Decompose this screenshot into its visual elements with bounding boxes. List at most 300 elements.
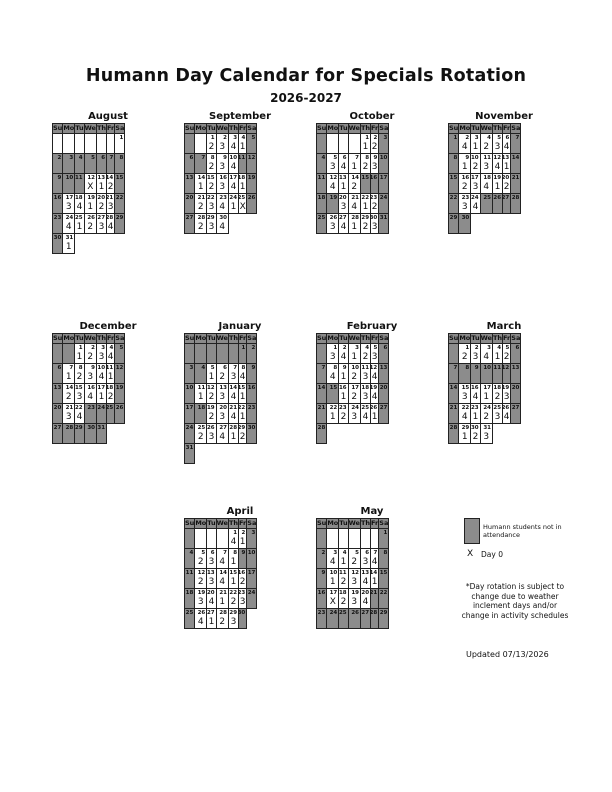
day-number: 20 [338, 195, 347, 201]
no-school-day [247, 174, 257, 194]
day-number: 7 [233, 365, 238, 371]
day-number: 18 [493, 385, 502, 391]
day-number: 27 [53, 425, 62, 431]
day-number: 9 [57, 175, 62, 181]
day-number: 29 [361, 215, 370, 221]
weekday-header: Mo [327, 334, 339, 342]
day-number: 14 [105, 175, 114, 181]
rotation-day: 1 [340, 372, 347, 382]
month-table [184, 333, 257, 464]
rotation-day: 1 [230, 577, 237, 587]
day-number: 22 [379, 590, 388, 596]
no-school-day [379, 384, 389, 404]
rotation-day: 3 [76, 392, 83, 402]
day-number: 21 [317, 405, 326, 411]
day-number: 13 [185, 175, 194, 181]
day-number: 4 [497, 345, 502, 351]
day-number: 28 [197, 215, 206, 221]
empty-cell [317, 134, 327, 154]
day-number: 2 [321, 550, 326, 556]
day-number: 17 [185, 405, 194, 411]
day-number: 1 [210, 135, 215, 141]
day-number: 5 [119, 345, 124, 351]
school-day [107, 174, 115, 194]
day-number: 13 [53, 385, 62, 391]
rotation-day: 1 [107, 372, 114, 382]
day-number: 10 [229, 155, 238, 161]
no-school-day [75, 174, 84, 194]
school-day [339, 154, 348, 174]
no-school-day [53, 154, 63, 174]
month-table [184, 123, 257, 234]
weekday-header: Su [185, 124, 195, 132]
no-school-day [247, 134, 257, 154]
day-number: 30 [53, 235, 62, 241]
day-number: 29 [206, 215, 215, 221]
rotation-day: 2 [340, 577, 347, 587]
weekday-header: We [84, 124, 96, 132]
weekday-header: Th [228, 519, 239, 527]
day-number: 20 [206, 590, 215, 596]
no-school-day [96, 424, 106, 444]
weekday-header: Su [317, 124, 327, 132]
weekday-header: Tu [207, 334, 216, 342]
day-number: 30 [219, 215, 227, 221]
school-day [348, 194, 360, 214]
day-number: 19 [197, 590, 206, 596]
day-number: 16 [53, 195, 62, 201]
day-number: 4 [241, 135, 246, 141]
school-day [348, 174, 360, 194]
school-day [207, 589, 216, 609]
rotation-day: 2 [239, 577, 246, 587]
no-school-day [459, 364, 471, 384]
rotation-day: 2 [87, 352, 94, 362]
school-day [371, 134, 379, 154]
rotation-day: 1 [65, 372, 72, 382]
school-day [239, 404, 247, 424]
rotation-day: 2 [461, 182, 468, 192]
day-number: 5 [210, 365, 215, 371]
rotation-day: 3 [219, 412, 226, 422]
no-school-day [480, 364, 492, 384]
rotation-day: 1 [472, 412, 479, 422]
day-number: 8 [453, 155, 458, 161]
day-number: 21 [229, 405, 238, 411]
school-day [207, 174, 216, 194]
day-number: 25 [338, 610, 347, 616]
empty-cell [216, 529, 228, 549]
empty-cell [195, 134, 207, 154]
school-day [327, 154, 339, 174]
day-number: 3 [189, 365, 194, 371]
school-day [107, 384, 115, 404]
no-school-day [327, 609, 339, 629]
day-number: 7 [201, 155, 206, 161]
day-number: 12 [329, 175, 338, 181]
day-number: 15 [449, 175, 458, 181]
school-day [107, 214, 115, 234]
rotation-day: 3 [362, 372, 369, 382]
rotation-day: 2 [362, 162, 369, 172]
empty-cell [195, 344, 207, 364]
rotation-day: 2 [197, 222, 204, 232]
day-number: 25 [483, 195, 491, 201]
day-number: 21 [351, 195, 359, 201]
day-number: 13 [219, 385, 227, 391]
no-school-day [185, 174, 195, 194]
day-number: 5 [355, 550, 359, 556]
rotation-day: 1 [371, 412, 378, 422]
no-school-day [107, 154, 115, 174]
school-day [207, 569, 216, 589]
school-day [471, 134, 480, 154]
day-number: 20 [501, 175, 510, 181]
rotation-day: 4 [219, 202, 226, 212]
weekday-header: Mo [63, 124, 75, 132]
empty-cell [371, 529, 379, 549]
no-school-day [379, 609, 389, 629]
day-number: 12 [206, 385, 215, 391]
day-number: 5 [251, 135, 256, 141]
no-school-day [317, 214, 327, 234]
no-school-day [53, 234, 63, 254]
day-number: 7 [321, 365, 326, 371]
school-day [216, 424, 228, 444]
day-number: 2 [342, 345, 347, 351]
no-school-day [449, 404, 459, 424]
empty-cell [107, 134, 115, 154]
empty-cell [96, 134, 106, 154]
rotation-day: 4 [219, 577, 226, 587]
rotation-day: 2 [472, 162, 479, 172]
day-number: 31 [379, 215, 388, 221]
school-day [84, 384, 96, 404]
weekday-header: Th [96, 124, 107, 132]
day-number: 12 [501, 365, 510, 371]
school-day [339, 344, 348, 364]
rotation-day: 4 [340, 162, 347, 172]
rotation-day: 2 [208, 412, 215, 422]
school-day [228, 549, 238, 569]
weekday-header: Tu [339, 124, 348, 132]
day-number: 24 [351, 405, 359, 411]
school-day [459, 404, 471, 424]
school-day [471, 154, 480, 174]
day-number: 27 [501, 195, 510, 201]
school-day [348, 214, 360, 234]
rotation-day: 2 [503, 352, 510, 362]
day-number: 20 [361, 590, 370, 596]
no-school-day [84, 404, 96, 424]
day-number: 11 [493, 365, 502, 371]
rotation-day: 1 [329, 577, 336, 587]
no-school-day [449, 364, 459, 384]
no-school-day [53, 214, 63, 234]
rotation-day: 3 [65, 202, 72, 212]
day-number: 10 [351, 365, 359, 371]
empty-cell [53, 134, 63, 154]
school-day [84, 364, 96, 384]
no-school-day [471, 364, 480, 384]
no-school-day [185, 609, 195, 629]
rotation-day: 3 [494, 142, 501, 152]
rotation-day: 1 [472, 142, 479, 152]
day-number: 21 [511, 175, 520, 181]
month-name: January [218, 321, 262, 332]
day-number: 22 [74, 405, 83, 411]
school-day [75, 214, 84, 234]
rotation-day: 4 [494, 162, 501, 172]
day-number: 8 [119, 155, 124, 161]
day-number: 3 [487, 345, 491, 351]
weekday-header: Mo [195, 519, 207, 527]
day-number: 11 [317, 175, 326, 181]
school-day [492, 344, 502, 364]
month-name: October [349, 111, 395, 122]
school-day [216, 134, 228, 154]
weekday-header: Tu [339, 334, 348, 342]
weekday-header: Fr [371, 124, 379, 132]
weekday-header: Tu [75, 334, 84, 342]
rotation-day: X [87, 182, 94, 192]
day-number: 1 [78, 345, 83, 351]
school-day [216, 609, 228, 629]
school-day [228, 364, 238, 384]
weekday-header: Fr [239, 519, 247, 527]
month-name: August [88, 111, 128, 122]
day-number: 9 [342, 365, 347, 371]
no-school-day [115, 154, 125, 174]
school-day [348, 384, 360, 404]
day-number: 27 [511, 405, 520, 411]
rotation-day: 2 [208, 182, 215, 192]
day-number: 9 [474, 365, 479, 371]
day-number: 18 [361, 385, 370, 391]
school-day [63, 384, 75, 404]
school-day [503, 384, 511, 404]
day-number: 21 [219, 590, 227, 596]
day-number: 23 [369, 195, 378, 201]
no-school-day [247, 549, 257, 569]
school-day [216, 384, 228, 404]
day-number: 4 [109, 345, 114, 351]
no-school-day [96, 154, 106, 174]
day-number: 28 [351, 215, 359, 221]
school-day [84, 344, 96, 364]
weekday-header: Sa [511, 334, 521, 342]
no-school-day [379, 344, 389, 364]
day-number: 1 [465, 345, 470, 351]
empty-cell [75, 134, 84, 154]
school-day [348, 569, 360, 589]
no-school-day [317, 549, 327, 569]
day-number: 1 [383, 530, 388, 536]
day-number: 16 [338, 385, 347, 391]
empty-cell [207, 344, 216, 364]
no-school-day [379, 174, 389, 194]
day-number: 9 [251, 365, 256, 371]
day-number: 15 [229, 570, 238, 576]
day-number: 19 [206, 405, 215, 411]
weekday-header: Sa [115, 334, 125, 342]
day-number: 28 [105, 215, 114, 221]
weekday-header: We [348, 519, 360, 527]
empty-cell [185, 134, 195, 154]
no-school-day [449, 214, 459, 234]
empty-cell [228, 344, 238, 364]
day-number: 26 [329, 215, 338, 221]
rotation-day: 3 [208, 577, 215, 587]
day-number: 2 [223, 135, 227, 141]
weekday-header: Fr [239, 334, 247, 342]
no-school-day [115, 364, 125, 384]
rotation-day: 1 [208, 617, 215, 627]
school-day [503, 404, 511, 424]
empty-cell [207, 529, 216, 549]
rotation-day: 2 [219, 617, 226, 627]
day-number: 24 [483, 405, 491, 411]
day-number: 16 [237, 570, 246, 576]
no-school-day [511, 134, 521, 154]
day-number: 10 [379, 155, 388, 161]
day-number: 19 [329, 195, 338, 201]
rotation-day: 3 [371, 162, 378, 172]
day-number: 14 [229, 385, 238, 391]
day-number: 6 [505, 135, 510, 141]
weekday-header: Sa [247, 124, 257, 132]
rotation-day: 3 [208, 557, 215, 567]
no-school-day [449, 154, 459, 174]
empty-cell [53, 344, 63, 364]
rotation-day: 2 [197, 557, 204, 567]
rotation-day: 2 [65, 392, 72, 402]
day-number: 11 [338, 570, 347, 576]
weekday-header: Su [185, 334, 195, 342]
rotation-day: 1 [362, 142, 369, 152]
rotation-day: 1 [483, 392, 490, 402]
no-school-day [63, 424, 75, 444]
school-day [327, 364, 339, 384]
school-day [492, 134, 502, 154]
no-school-day [185, 194, 195, 214]
school-day [339, 569, 348, 589]
day-number: 29 [115, 215, 124, 221]
month-name: November [475, 111, 533, 122]
school-day [195, 569, 207, 589]
weekday-header: We [216, 334, 228, 342]
day-number: 15 [361, 175, 370, 181]
day-number: 19 [351, 590, 359, 596]
day-number: 11 [185, 570, 194, 576]
school-day [339, 194, 348, 214]
rotation-day: 1 [219, 597, 226, 607]
weekday-header: Mo [63, 334, 75, 342]
rotation-day: 3 [461, 202, 468, 212]
day-number: 25 [361, 405, 370, 411]
day-number: 23 [470, 405, 479, 411]
rotation-day: 4 [239, 372, 246, 382]
no-school-day [247, 384, 257, 404]
rotation-day: 2 [351, 182, 358, 192]
school-day [239, 424, 247, 444]
day-number: 25 [493, 405, 502, 411]
no-school-day [75, 424, 84, 444]
school-day [339, 589, 348, 609]
rotation-day: 4 [461, 142, 468, 152]
rotation-day: 1 [494, 182, 501, 192]
rotation-day: 3 [351, 597, 358, 607]
weekday-header: We [480, 124, 492, 132]
rotation-day: 4 [76, 202, 83, 212]
rotation-day: 4 [219, 432, 226, 442]
school-day [207, 134, 216, 154]
no-school-day [247, 569, 257, 589]
school-day [84, 194, 96, 214]
rotation-day: 1 [340, 557, 347, 567]
rotation-day: 4 [472, 202, 479, 212]
rotation-day: 3 [107, 202, 114, 212]
weekday-header: Fr [107, 124, 115, 132]
no-school-day [247, 364, 257, 384]
school-day [195, 214, 207, 234]
school-day [339, 384, 348, 404]
rotation-day: 1 [351, 162, 358, 172]
rotation-day: 4 [87, 392, 94, 402]
school-day [327, 344, 339, 364]
rotation-day: 1 [230, 557, 237, 567]
day-number: 14 [197, 175, 206, 181]
day-number: 12 [351, 570, 359, 576]
school-day [207, 364, 216, 384]
weekday-header: We [480, 334, 492, 342]
day-number: 1 [365, 135, 370, 141]
school-day [360, 549, 370, 569]
no-school-day [239, 549, 247, 569]
day-number: 14 [351, 175, 359, 181]
day-number: 30 [470, 425, 479, 431]
day-number: 14 [65, 385, 74, 391]
no-school-day [185, 589, 195, 609]
rotation-day: 3 [98, 222, 105, 232]
day-number: 14 [511, 155, 520, 161]
weekday-header: Th [96, 334, 107, 342]
day-number: 24 [229, 195, 238, 201]
no-school-day [247, 404, 257, 424]
rotation-day: 1 [340, 392, 347, 402]
no-school-day [379, 364, 389, 384]
rotation-day: 4 [371, 557, 378, 567]
rotation-day: 2 [461, 352, 468, 362]
updated-date: Updated 07/13/2026 [466, 650, 549, 659]
no-school-day [317, 569, 327, 589]
rotation-day: 3 [219, 182, 226, 192]
day-number: 20 [185, 195, 194, 201]
day-number: 12 [87, 175, 95, 181]
weekday-header: Su [53, 124, 63, 132]
day-number: 18 [74, 195, 83, 201]
rotation-day: 4 [362, 412, 369, 422]
weekday-header: Th [360, 124, 371, 132]
day-number: 12 [115, 365, 124, 371]
day-number: 15 [237, 385, 246, 391]
day-number: 11 [483, 155, 491, 161]
day-number: 22 [461, 405, 470, 411]
rotation-day: 4 [219, 222, 226, 232]
weekday-header: Tu [339, 519, 348, 527]
day-number: 3 [251, 530, 256, 536]
no-school-day [185, 444, 195, 464]
